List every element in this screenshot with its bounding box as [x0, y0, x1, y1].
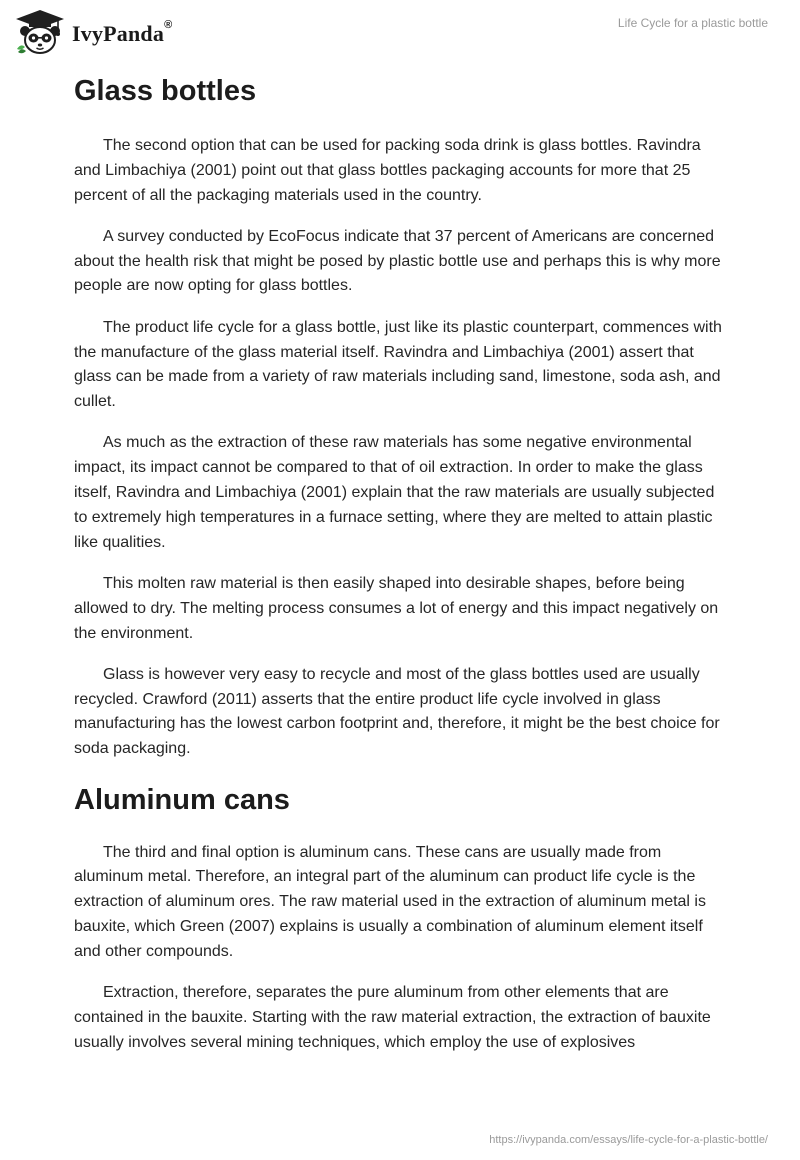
- paragraph: This molten raw material is then easily shaped into desirable shapes, before being allowed to dry. The melting process consumes a lot of energy and this impact negatively on the environment.: [74, 574, 719, 642]
- paragraph: The product life cycle for a glass bottle, just like its plastic counterpart, commences with the manufacture of the glass material itself. Ravindra and Limbachiya (2001) assert that glass can be made from a variety of raw materials including sand, limestone, soda ash, and cullet.: [74, 318, 722, 411]
- registered-mark: ®: [164, 19, 173, 31]
- running-title: Life Cycle for a plastic bottle: [617, 16, 768, 30]
- paragraph: The second option that can be used for packing soda drink is glass bottles. Ravindra and Limbachiya (2001) point out that glass bottles packaging accounts for more that 25 percent of all the packaging materials used in the country.: [74, 137, 701, 204]
- essay-body: [74, 70, 730, 1072]
- paragraph: The third and final option is aluminum cans. These cans are usually made from aluminum metal. Therefore, an integral part of the aluminum can product life cycle is the extraction of aluminum ores. The raw material used in the extraction of aluminum metal is bauxite, which Green (2007) explains is usually a combination of aluminum element itself and other compounds.: [74, 843, 706, 960]
- page-header: [0, 0, 800, 60]
- source-url-link[interactable]: https://ivypanda.com/essays/life-cycle-for-a-plastic-bottle/: [489, 1134, 768, 1146]
- section-heading-aluminum-cans: Aluminum cans: [74, 783, 290, 816]
- section-heading-glass-bottles: Glass bottles: [74, 75, 257, 107]
- ivypanda-logo[interactable]: [14, 9, 172, 55]
- paragraph: As much as the extraction of these raw materials has some negative environmental impact, its impact cannot be compared to that of oil extraction. In order to make the glass itself, Ravindra and Limbachiya (2001) explain that the raw materials are usually subjected to extremely high temperatures in a furnace setting, where they are melted to attain plastic like qualities.: [74, 434, 715, 551]
- paragraph: Glass is however very easy to recycle and most of the glass bottles used are usually recycled. Crawford (2011) asserts that the entire product life cycle involved in glass manufacturing has the lowest carbon footprint and, therefore, it might be the best choice for soda packaging.: [74, 665, 720, 758]
- paragraph: A survey conducted by EcoFocus indicate that 37 percent of Americans are concerned about the health risk that might be posed by plastic bottle use and perhaps this is why more people are now opting for glass bottles.: [74, 227, 721, 295]
- panda-graduate-icon: [14, 9, 66, 55]
- brand-name: IvyPanda®: [72, 19, 173, 46]
- paragraph: Extraction, therefore, separates the pure aluminum from other elements that are contained in the bauxite. Starting with the raw material extraction, the extraction of bauxite usually involves several mining techniques, which employ the use of explosives: [74, 984, 711, 1051]
